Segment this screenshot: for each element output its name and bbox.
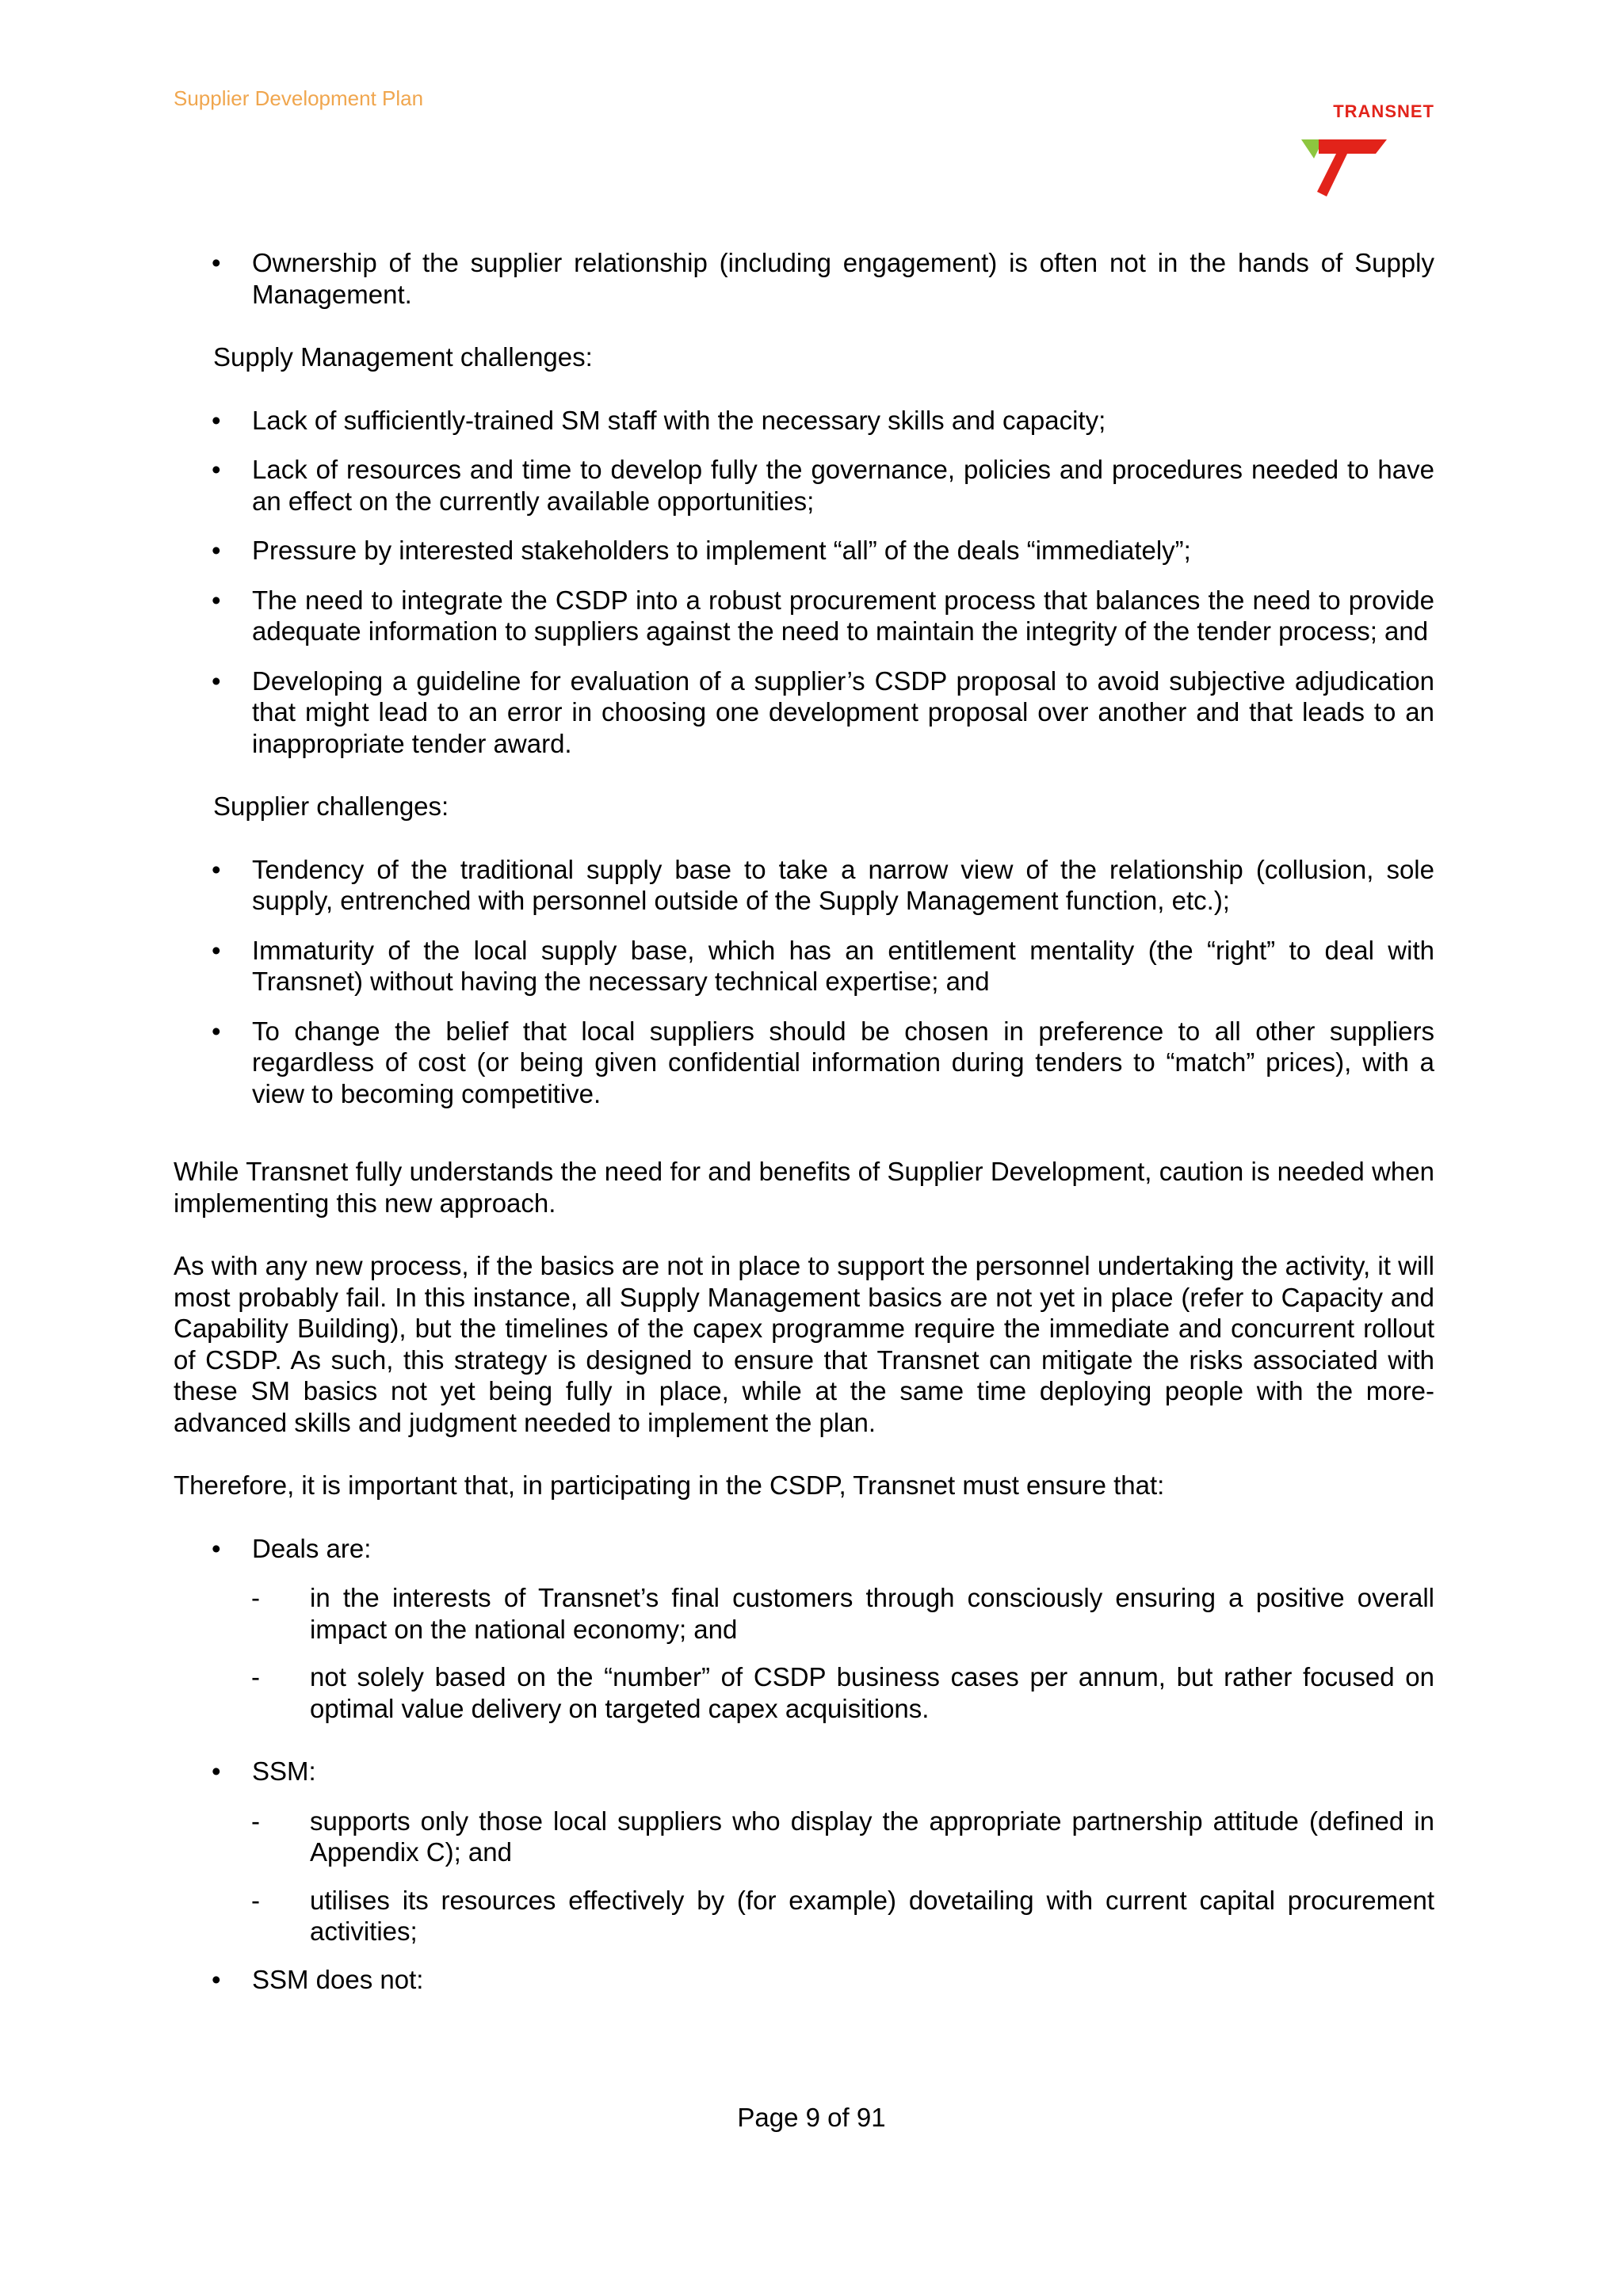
paragraph: While Transnet fully understands the need for and benefits of Supplier Development, caution is needed when implementing this new approach.: [174, 1157, 1434, 1218]
section-label-sm-challenges: Supply Management challenges:: [213, 342, 593, 372]
list-item: • Lack of sufficiently-trained SM staff with the necessary skills and capacity;: [174, 405, 1434, 437]
list-item: • Tendency of the traditional supply base to take a narrow view of the relationship (collusion, sole supply, entrenched with personnel outside of the Supply Management function, etc.);: [174, 854, 1434, 917]
page-number: Page 9 of 91: [737, 2103, 886, 2132]
sub-list-item: - not solely based on the “number” of CSDP business cases per annum, but rather focused on optimal value delivery on targeted capex acquisitions.: [174, 1661, 1434, 1724]
document-body: [174, 247, 1434, 2013]
list-item-ssm-does-not: • SSM does not:: [174, 1964, 1434, 1996]
paragraph: As with any new process, if the basics are not in place to support the personnel undertaking the activity, it will most probably fail. In this instance, all Supply Management basics are not yet in place (refer to Capacity and Capability Building), but the timelines of the capex programme require the immediate and concurrent rollout of CSDP. As such, this strategy is designed to ensure that Transnet can mitigate the risks associated with these SM basics not yet being fully in place, while at the same time deploying people with the more-advanced skills and judgment needed to implement the plan.: [174, 1251, 1434, 1437]
list-item: • The need to integrate the CSDP into a robust procurement process that balances the need to provide adequate information to suppliers against the need to maintain the integrity of the tender process; and: [174, 585, 1434, 647]
list-item: • Immaturity of the local supply base, which has an entitlement mentality (the “right” to deal with Transnet) without having the necessary technical expertise; and: [174, 935, 1434, 997]
list-item: • Ownership of the supplier relationship (including engagement) is often not in the hands of Supply Management.: [174, 247, 1434, 310]
section-label-supplier-challenges: Supplier challenges:: [213, 791, 449, 821]
sub-list-item: - in the interests of Transnet’s final customers through consciously ensuring a positive overall impact on the national economy; and: [174, 1582, 1434, 1645]
logo-wordmark: TRANSNET: [1333, 101, 1434, 121]
list-item-deals: • Deals are:: [174, 1533, 1434, 1565]
list-item-ssm: • SSM:: [174, 1756, 1434, 1787]
list-item: • Lack of resources and time to develop fully the governance, policies and procedures needed to have an effect on the currently available opportunities;: [174, 454, 1434, 517]
list-item: • To change the belief that local suppliers should be chosen in preference to all other suppliers regardless of cost (or being given confidential information during tenders to “match” prices), with a view to becoming competitive.: [174, 1016, 1434, 1110]
transnet-logo: [1300, 101, 1434, 196]
list-item: • Pressure by interested stakeholders to implement “all” of the deals “immediately”;: [174, 535, 1434, 566]
sub-list-item: - supports only those local suppliers who display the appropriate partnership attitude (defined in Appendix C); and: [174, 1806, 1434, 1868]
header-title: Supplier Development Plan: [174, 86, 424, 110]
list-item: • Developing a guideline for evaluation of a supplier’s CSDP proposal to avoid subjective adjudication that might lead to an error in choosing one development proposal over another and that leads to an inappropriate tender award.: [174, 666, 1434, 760]
sub-list-item: - utilises its resources effectively by (for example) dovetailing with current capital procurement activities;: [174, 1885, 1434, 1947]
transnet-logo-icon: [1300, 136, 1395, 200]
paragraph: Therefore, it is important that, in participating in the CSDP, Transnet must ensure that:: [174, 1470, 1165, 1500]
